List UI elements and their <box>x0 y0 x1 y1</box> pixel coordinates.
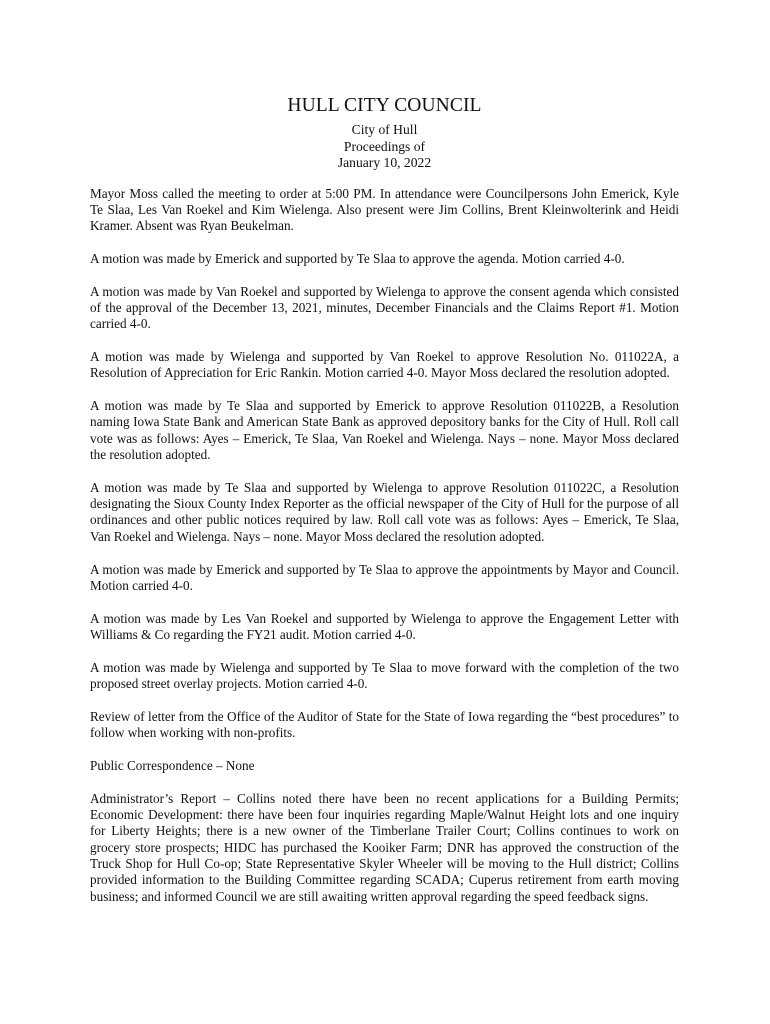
paragraph-call-to-order: Mayor Moss called the meeting to order at 5:00 PM. In attendance were Councilpersons John Emerick, Kyle Te Slaa, Les Van Roekel and Kim Wielenga. Also present were Jim Collins, Brent Kleinwolterink and Heidi Kramer. Absent was Ryan Beukelman. <box>90 185 679 234</box>
document-title: HULL CITY COUNCIL <box>287 95 482 116</box>
meeting-date: January 10, 2022 <box>337 155 432 170</box>
paragraph-appointments-motion: A motion was made by Emerick and supported by Te Slaa to approve the appointments by Mayor and Council. Motion carried 4-0. <box>90 561 679 593</box>
paragraph-public-correspondence: Public Correspondence – None <box>90 757 255 773</box>
proceedings-label: Proceedings of <box>343 138 426 154</box>
document-page <box>90 94 679 921</box>
paragraph-engagement-letter-motion: A motion was made by Les Van Roekel and supported by Wielenga to approve the Engagement Letter with Williams & Co regarding the FY21 audit. Motion carried 4-0. <box>90 610 679 642</box>
document-body <box>90 186 679 905</box>
paragraph-auditor-letter: Review of letter from the Office of the Auditor of State for the State of Iowa regarding the “best procedures” to follow when working with non-profits. <box>90 708 679 741</box>
document-header <box>90 94 679 172</box>
paragraph-resolution-011022a: A motion was made by Wielenga and supported by Van Roekel to approve Resolution No. 011022A, a Resolution of Appreciation for Eric Rankin. Motion carried 4-0. Mayor Moss declared the resolution adopted. <box>90 349 679 381</box>
paragraph-agenda-motion: A motion was made by Emerick and supported by Te Slaa to approve the agenda. Motion carried 4-0. <box>90 250 625 266</box>
paragraph-administrators-report: Administrator’s Report – Collins noted there have been no recent applications for a Building Permits; Economic Development: there have been four inquiries regarding Maple/Walnut Height lots and one inquiry for Liberty Heights; there is a new owner of the Timberlane Trailer Court; Collins continues to work on grocery store prospects; HIDC has purchased the Kooiker Farm; DNR has approved the construction of the Truck Shop for Hull Co-op; State Representative Skyler Wheeler will be moving to the Hull district; Collins provided information to the Building Committee regarding SCADA; Cuperus retirement from earth moving business; and informed Council we are still awaiting written approval regarding the speed feedback signs. <box>90 790 679 904</box>
city-name: City of Hull <box>351 122 418 137</box>
paragraph-resolution-011022c: A motion was made by Te Slaa and supported by Wielenga to approve Resolution 011022C, a Resolution designating the Sioux County Index Reporter as the official newspaper of the City of Hull for the purpose of all ordinances and other public notices required by law. Roll call vote was as follows: Ayes – Emerick, Te Slaa, Van Roekel and Wielenga. Nays – none. Mayor Moss declared the resolution adopted. <box>90 479 679 544</box>
paragraph-consent-agenda-motion: A motion was made by Van Roekel and supported by Wielenga to approve the consent agenda which consisted of the approval of the December 13, 2021, minutes, December Financials and the Claims Report #1. Motion carried 4-0. <box>90 283 679 332</box>
paragraph-street-overlay-motion: A motion was made by Wielenga and supported by Te Slaa to move forward with the completion of the two proposed street overlay projects. Motion carried 4-0. <box>90 659 679 692</box>
paragraph-resolution-011022b: A motion was made by Te Slaa and supported by Emerick to approve Resolution 011022B, a Resolution naming Iowa State Bank and American State Bank as approved depository banks for the City of Hull. Roll call vote was as follows: Ayes – Emerick, Te Slaa, Van Roekel and Wielenga. Nays – none. Mayor Moss declared the resolution adopted. <box>90 398 679 463</box>
